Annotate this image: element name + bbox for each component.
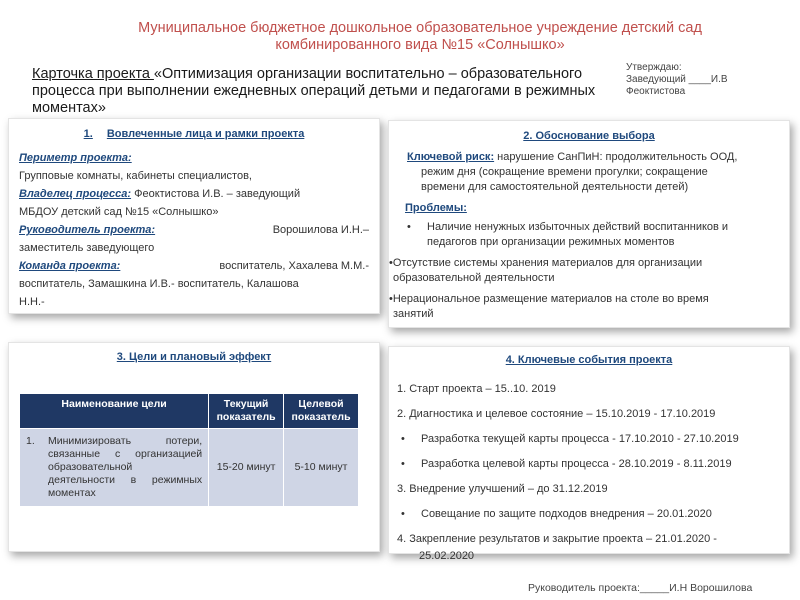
- problem-3-line-a: •Нерациональное размещение материалов на столе во время: [389, 293, 709, 305]
- problem-2-line-b: образовательной деятельности: [393, 272, 555, 284]
- project-card-title: [32, 66, 632, 117]
- problem-3: [389, 292, 781, 322]
- approval-line-3: Феоктистова: [626, 86, 686, 97]
- col-goal-name: Наименование цели: [20, 394, 209, 429]
- key-risk-label: Ключевой риск:: [407, 151, 495, 163]
- event-2-sub-1: [397, 432, 781, 447]
- event-3: 3. Внедрение улучшений – до 31.12.2019: [397, 483, 608, 495]
- section1-title: [19, 125, 369, 143]
- event-3-sub-1: [397, 507, 781, 522]
- team-value-c: Н.Н.-: [19, 296, 45, 308]
- event-1: 1. Старт проекта – 15..10. 2019: [397, 383, 556, 395]
- event-3-sub-1-text: Совещание по защите подходов внедрения – 20.01.2020: [421, 508, 712, 520]
- event-4: 4. Закрепление результатов и закрытие проекта – 21.01.2020 -: [397, 533, 717, 545]
- justification-panel: [388, 120, 790, 328]
- project-title-line-2: процесса при выполнении ежедневных операций детьми и педагогами в режимных: [32, 83, 596, 99]
- event-4-continuation: 25.02.2020: [419, 550, 475, 562]
- goal-cell: [20, 429, 209, 507]
- section1-number: 1.: [83, 128, 93, 140]
- project-leader-signature: Руководитель проекта:_____И.Н Ворошилова: [528, 582, 753, 594]
- page-header: [60, 20, 780, 54]
- goals-table-header: [20, 394, 359, 429]
- project-title-line-1: «Оптимизация организации воспитательно – образовательного: [153, 66, 583, 82]
- problem-1: [397, 220, 781, 250]
- approval-line-2: Заведующий ____И.В: [626, 74, 728, 85]
- project-title-line-3: моментах»: [32, 100, 106, 116]
- perimeter-label: Периметр проекта:: [19, 152, 132, 164]
- goals-table: [19, 393, 359, 507]
- approval-block: [626, 62, 786, 98]
- bullet-icon: •: [407, 221, 411, 233]
- team-value-a: воспитатель, Хахалева М.М.-: [219, 260, 369, 272]
- goals-panel: [8, 342, 380, 552]
- bullet-icon: •: [401, 433, 405, 445]
- leader-value-b: заместитель заведующего: [19, 242, 155, 254]
- section1-title-text: Вовлеченные лица и рамки проекта: [106, 128, 305, 140]
- col-target: Целевой показатель: [284, 394, 359, 429]
- goal-text: Минимизировать потери, связанные с организацией образовательной деятельности в режимных моментах: [48, 435, 203, 499]
- bullet-icon: •: [401, 458, 405, 470]
- leader-label: Руководитель проекта:: [19, 224, 156, 236]
- key-risk-line-1: нарушение СанПиН: продолжительность ООД,: [494, 151, 738, 163]
- bullet-icon: •: [401, 508, 405, 520]
- key-events-panel: [388, 346, 790, 562]
- current-value: 15-20 минут: [209, 429, 284, 507]
- problem-1-line-a: Наличие ненужных избыточных действий воспитанников и: [427, 221, 729, 233]
- owner-label: Владелец процесса:: [19, 188, 132, 200]
- team-label: Команда проекта:: [19, 260, 121, 272]
- key-risk-line-3: времени для самостоятельной деятельности детей): [421, 181, 689, 193]
- involved-persons-panel: [8, 118, 380, 314]
- col-current: Текущий показатель: [209, 394, 284, 429]
- event-2: 2. Диагностика и целевое состояние – 15.10.2019 - 17.10.2019: [397, 408, 716, 420]
- table-row: [20, 429, 359, 507]
- problem-2-line-a: •Отсутствие системы хранения материалов для организации: [389, 257, 703, 269]
- event-2-sub-2: [397, 457, 781, 472]
- owner-value-b: МБДОУ детский сад №15 «Солнышко»: [19, 206, 219, 218]
- perimeter-value: Групповые комнаты, кабинеты специалистов,: [19, 170, 252, 182]
- event-2-sub-2-text: Разработка целевой карты процесса - 28.10.2019 - 8.11.2019: [421, 458, 732, 470]
- leader-value-a: Ворошилова И.Н.–: [272, 224, 369, 236]
- project-card-label: Карточка проекта: [32, 66, 154, 82]
- problem-2: [389, 256, 781, 286]
- team-value-b: воспитатель, Замашкина И.В.- воспитатель, Калашова: [19, 278, 299, 290]
- approval-line-1: Утверждаю:: [626, 62, 682, 73]
- key-risk-line-2: режим дня (сокращение времени прогулки; сокращение: [421, 166, 708, 178]
- problems-label: Проблемы:: [405, 202, 467, 214]
- problem-1-line-b: педагогов при организации режимных моментов: [427, 236, 675, 248]
- header-line-1: Муниципальное бюджетное дошкольное образовательное учреждение детский сад: [138, 20, 702, 36]
- owner-value-a: Феоктистова И.В. – заведующий: [131, 188, 301, 200]
- section3-title: 3. Цели и плановый эффект: [116, 351, 272, 363]
- section2-title: 2. Обоснование выбора: [523, 130, 655, 142]
- problem-3-line-b: занятий: [393, 308, 434, 320]
- target-value: 5-10 минут: [284, 429, 359, 507]
- header-line-2: комбинированного вида №15 «Солнышко»: [275, 37, 565, 53]
- event-2-sub-1-text: Разработка текущей карты процесса - 17.10.2010 - 27.10.2019: [421, 433, 739, 445]
- section4-title: 4. Ключевые события проекта: [505, 354, 673, 366]
- goal-number: 1.: [26, 435, 35, 447]
